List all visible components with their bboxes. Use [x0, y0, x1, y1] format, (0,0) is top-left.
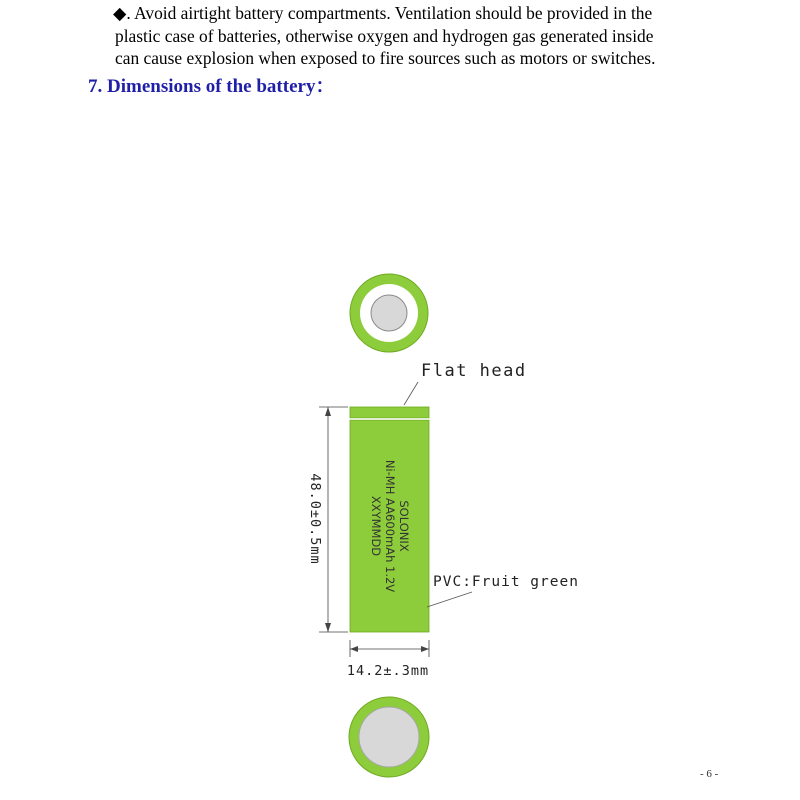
- height-arrow-bottom: [325, 623, 331, 632]
- width-arrow-left: [350, 646, 358, 652]
- paragraph-line-2: plastic case of batteries, otherwise oxygen and hydrogen gas generated inside: [115, 25, 654, 46]
- sleeve-brand-text: SOLONIX: [397, 500, 411, 552]
- page-number: - 6 -: [700, 768, 719, 780]
- sleeve-spec-text: Ni-MH AA600mAh 1.2V: [383, 459, 397, 593]
- paragraph-line-1: ◆. Avoid airtight battery compartments. Ventilation should be provided in the: [113, 3, 653, 23]
- sleeve-date-code-text: XXYMMDD: [369, 495, 383, 557]
- battery-side-view: [350, 407, 429, 632]
- section-heading: 7. Dimensions of the battery：: [88, 76, 335, 97]
- pvc-label: PVC:Fruit green: [433, 574, 579, 590]
- bottom-view-terminal: [359, 707, 419, 767]
- width-arrow-right: [421, 646, 429, 652]
- height-dimension: [307, 407, 348, 632]
- flat-head-label: Flat head: [421, 361, 527, 381]
- width-dimension: [347, 640, 429, 679]
- diamond-bullet-icon: ◆: [113, 3, 127, 23]
- paragraph-line-3: can cause explosion when exposed to fire sources such as motors or switches.: [115, 48, 656, 68]
- pvc-leader: [427, 592, 472, 607]
- bottom-view: [349, 697, 429, 777]
- top-view-terminal: [371, 295, 407, 331]
- height-arrow-top: [325, 407, 331, 416]
- battery-flat-head: [350, 407, 429, 418]
- width-dimension-label: 14.2±.3mm: [346, 663, 430, 679]
- flat-head-leader: [404, 382, 418, 405]
- top-view: [350, 274, 428, 352]
- height-dimension-label: 48.0±0.5mm: [307, 473, 323, 565]
